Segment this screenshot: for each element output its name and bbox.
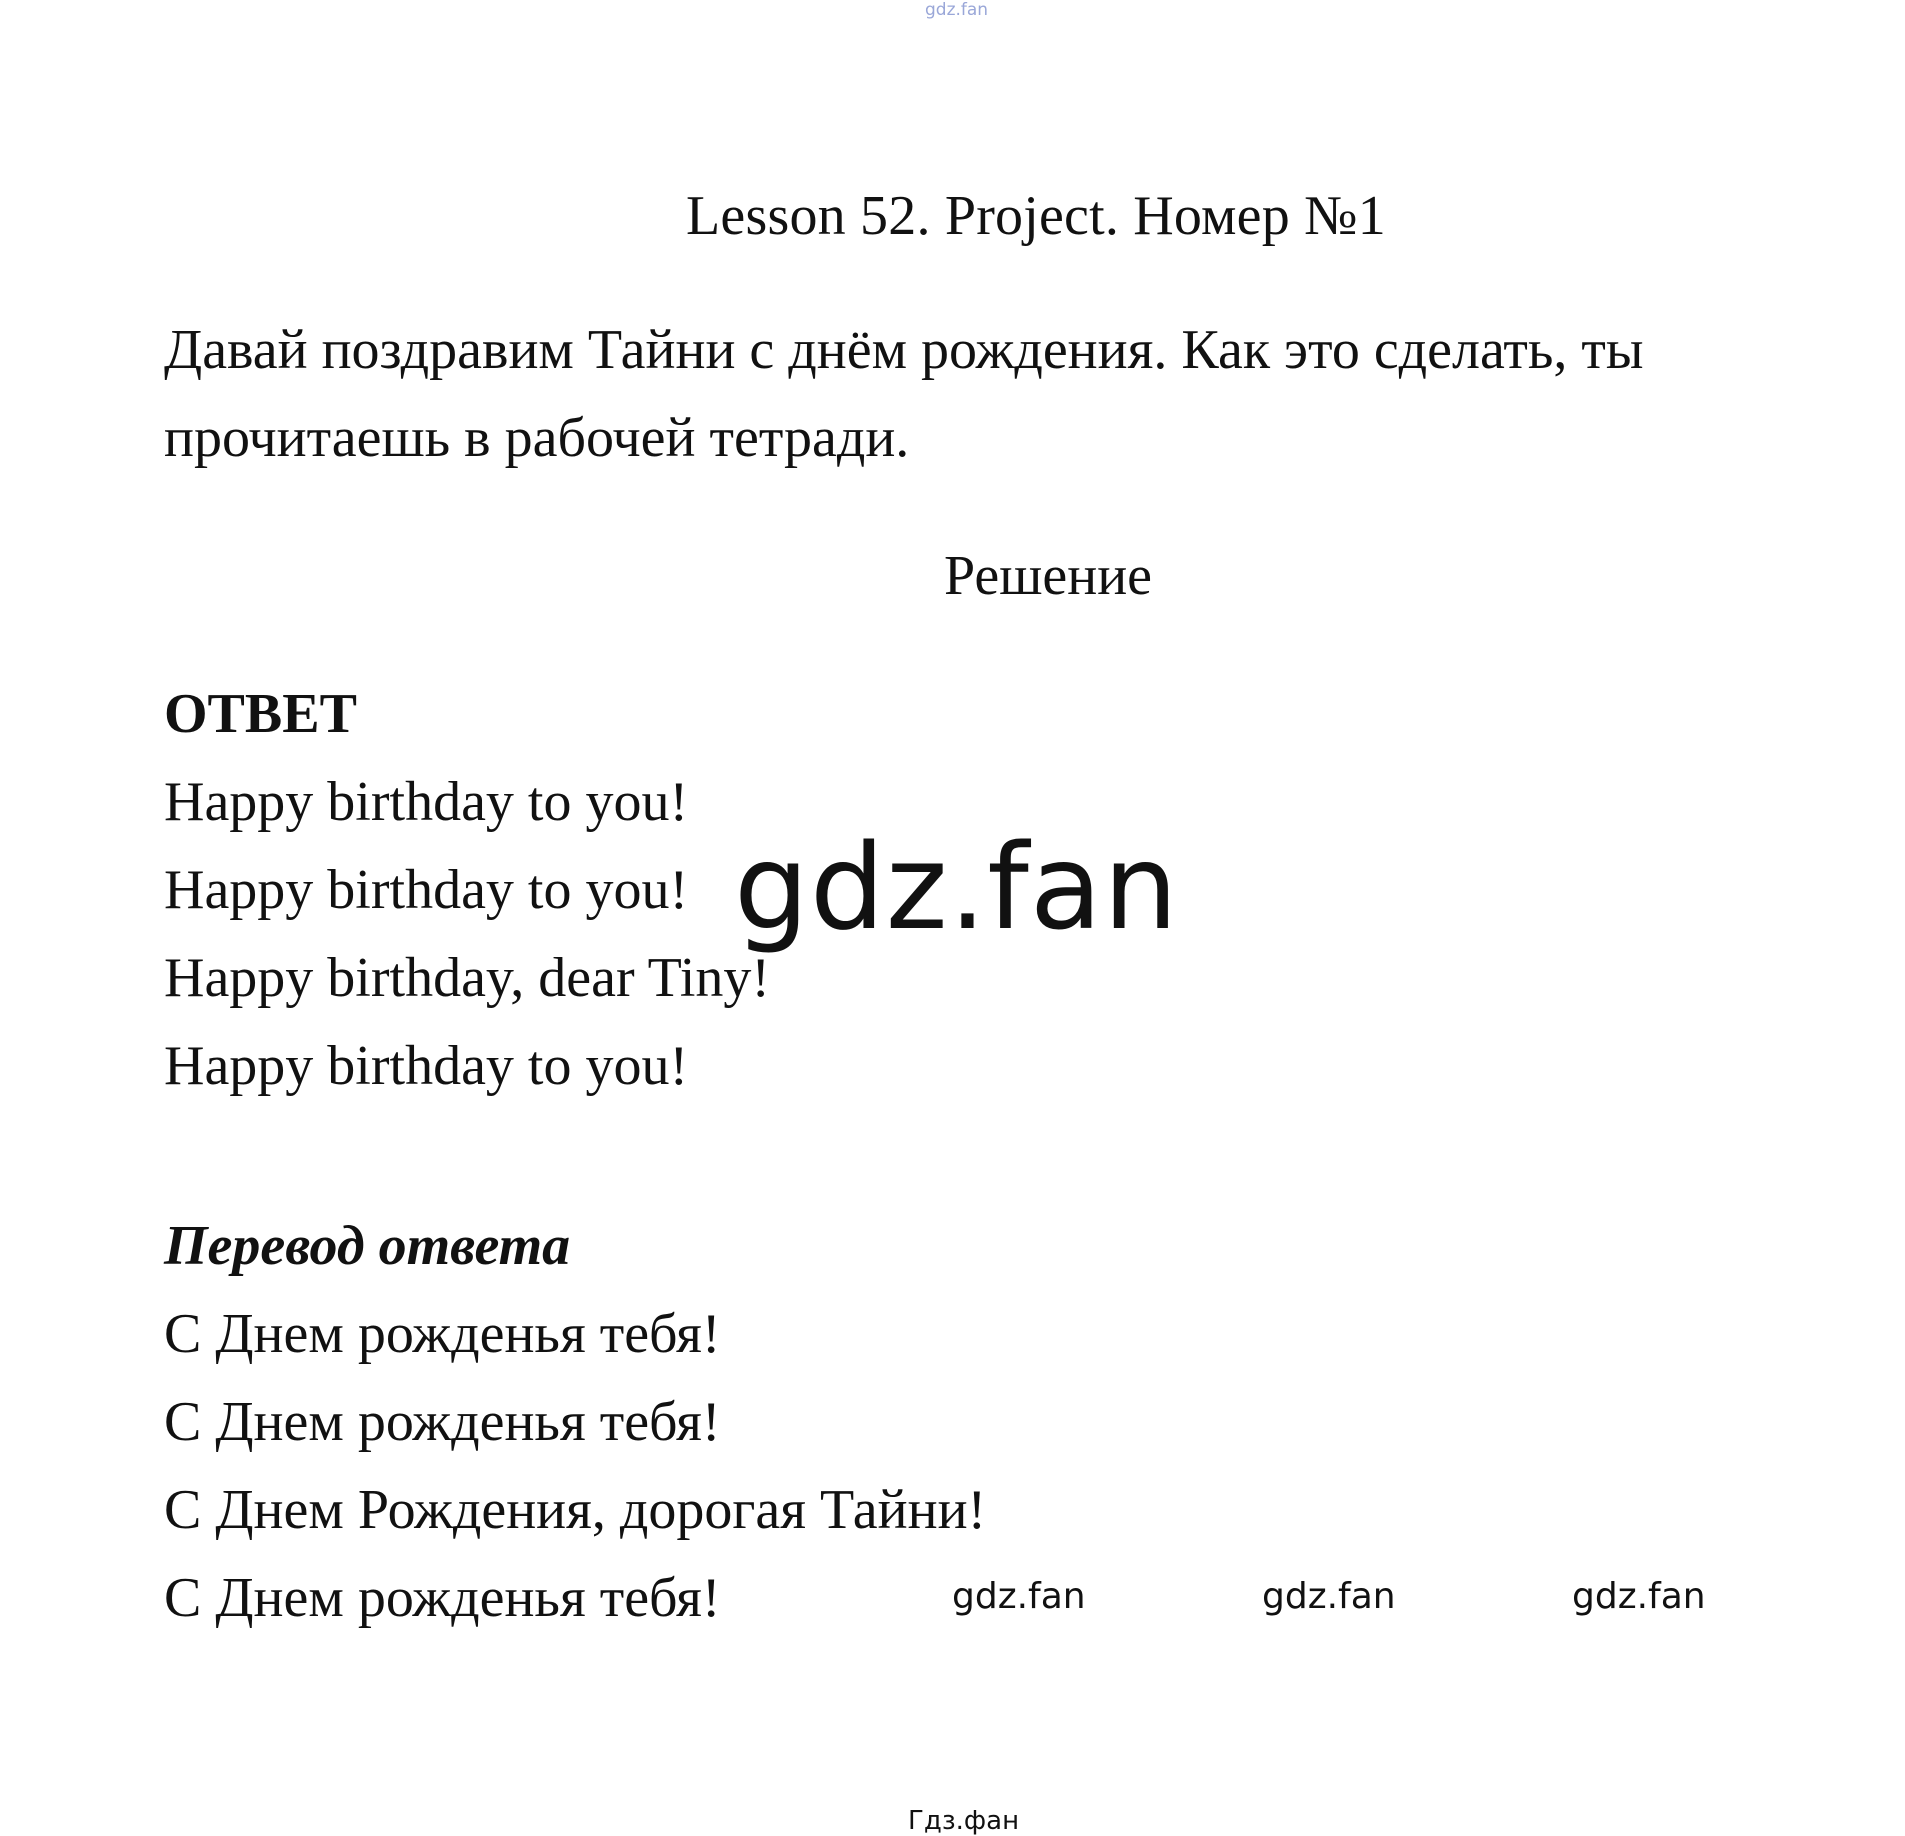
translation-line: С Днем рожденья тебя!	[164, 1391, 721, 1453]
task-text-line-2: прочитаешь в рабочей тетради.	[164, 407, 910, 469]
page-title: Lesson 52. Project. Номер №1	[686, 185, 1386, 247]
row-watermark-3: gdz.fan	[1572, 1576, 1706, 1617]
translation-line: С Днем рожденья тебя!	[164, 1567, 721, 1629]
answer-line: Happy birthday to you!	[164, 859, 689, 921]
center-watermark: gdz.fan	[734, 818, 1179, 956]
answer-heading: ОТВЕТ	[164, 683, 357, 745]
task-text-line-1: Давай поздравим Тайни с днём рождения. Как это сделать, ты	[164, 319, 1644, 381]
row-watermark-1: gdz.fan	[952, 1576, 1086, 1617]
answer-line: Happy birthday to you!	[164, 771, 689, 833]
translation-line: С Днем Рождения, дорогая Тайни!	[164, 1479, 987, 1541]
answer-line: Happy birthday, dear Tiny!	[164, 947, 771, 1009]
answer-line: Happy birthday to you!	[164, 1035, 689, 1097]
solution-label: Решение	[944, 545, 1153, 607]
top-watermark: gdz.fan	[925, 0, 989, 20]
translation-line: С Днем рожденья тебя!	[164, 1303, 721, 1365]
footer-watermark: Гдз.фан	[908, 1806, 1020, 1836]
row-watermark-2: gdz.fan	[1262, 1576, 1396, 1617]
translation-heading: Перевод ответа	[164, 1215, 571, 1277]
